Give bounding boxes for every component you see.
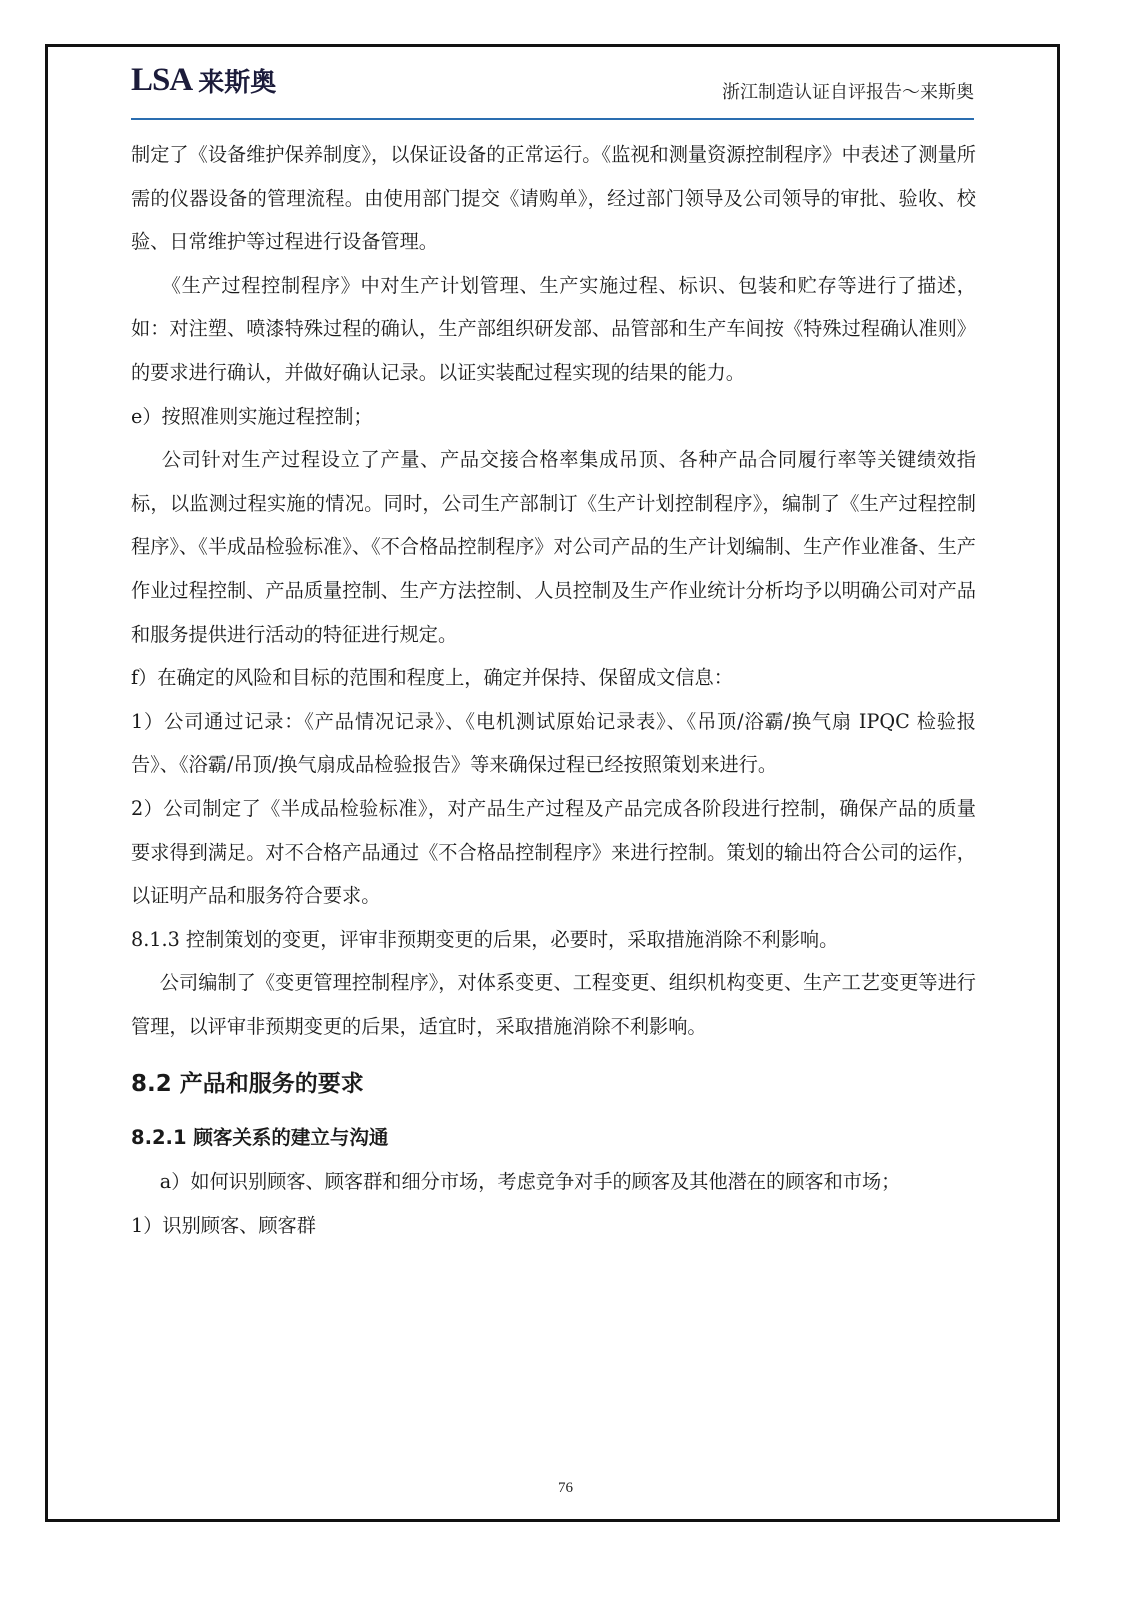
paragraph-production-control: 《生产过程控制程序》中对生产计划管理、生产实施过程、标识、包装和贮存等进行了描述，如：对注塑、喷漆特殊过程的确认，生产部组织研发部、品管部和生产车间按《特殊过程确认准则》的要求进行确认，并做好确认记录。以证实装配过程实现的结果的能力。 bbox=[131, 273, 976, 384]
page-header bbox=[131, 60, 974, 122]
paragraph-change-management: 公司编制了《变更管理控制程序》，对体系变更、工程变更、组织机构变更、生产工艺变更等进行管理，以评审非预期变更的后果，适宜时，采取措施消除不利影响。 bbox=[131, 971, 976, 1038]
section-heading bbox=[131, 1062, 976, 1106]
subsection-number: 8.2.1 bbox=[131, 1126, 187, 1150]
paragraph-equipment: 制定了《设备维护保养制度》，以保证设备的正常运行。《监视和测量资源控制程序》中表述了测量所需的仪器设备的管理流程。由使用部门提交《请购单》，经过部门领导及公司领导的审批、验收、校验、日常维护等过程进行设备管理。 bbox=[131, 143, 976, 254]
header-title: 浙江制造认证自评报告～来斯奥 bbox=[722, 82, 974, 103]
item-f-1: 1）公司通过记录：《产品情况记录》、《电机测试原始记录表》、《吊顶/浴霸/换气扇 IPQC 检验报告》、《浴霸/吊顶/换气扇成品检验报告》等来确保过程已经按照策划来进行。 bbox=[131, 709, 976, 777]
item-a: a）如何识别顾客、顾客群和细分市场，考虑竞争对手的顾客及其他潜在的顾客和市场； bbox=[159, 1170, 901, 1194]
section-number: 8.2 bbox=[131, 1071, 172, 1098]
item-e: e）按照准则实施过程控制； bbox=[131, 404, 373, 428]
document-body bbox=[131, 133, 976, 1248]
subsection-heading bbox=[131, 1116, 976, 1160]
subsection-title: 顾客关系的建立与沟通 bbox=[193, 1126, 389, 1150]
logo-latin: LSA bbox=[131, 62, 193, 98]
logo-chinese: 来斯奥 bbox=[198, 68, 277, 98]
item-a-1: 1）识别顾客、顾客群 bbox=[131, 1214, 316, 1238]
section-title: 产品和服务的要求 bbox=[179, 1071, 364, 1098]
paragraph-kpi: 公司针对生产过程设立了产量、产品交接合格率集成吊顶、各种产品合同履行率等关键绩效指标，以监测过程实施的情况。同时，公司生产部制订《生产计划控制程序》，编制了《生产过程控制程序》、《半成品检验标准》、《不合格品控制程序》对公司产品的生产计划编制、生产作业准备、生产作业过程控制、产品质量控制、生产方法控制、人员控制及生产作业统计分析均予以明确公司对产品和服务提供进行活动的特征进行规定。 bbox=[131, 448, 976, 646]
header-divider bbox=[131, 118, 974, 120]
item-f: f）在确定的风险和目标的范围和程度上，确定并保持、保留成文信息： bbox=[131, 666, 733, 690]
company-logo bbox=[131, 62, 276, 99]
page-number: 76 bbox=[558, 1480, 573, 1496]
clause-8-1-3: 8.1.3 控制策划的变更，评审非预期变更的后果，必要时，采取措施消除不利影响。 bbox=[131, 927, 839, 951]
item-f-2: 2）公司制定了《半成品检验标准》，对产品生产过程及产品完成各阶段进行控制，确保产品的质量要求得到满足。对不合格产品通过《不合格品控制程序》来进行控制。策划的输出符合公司的运作，以证明产品和服务符合要求。 bbox=[131, 796, 976, 908]
